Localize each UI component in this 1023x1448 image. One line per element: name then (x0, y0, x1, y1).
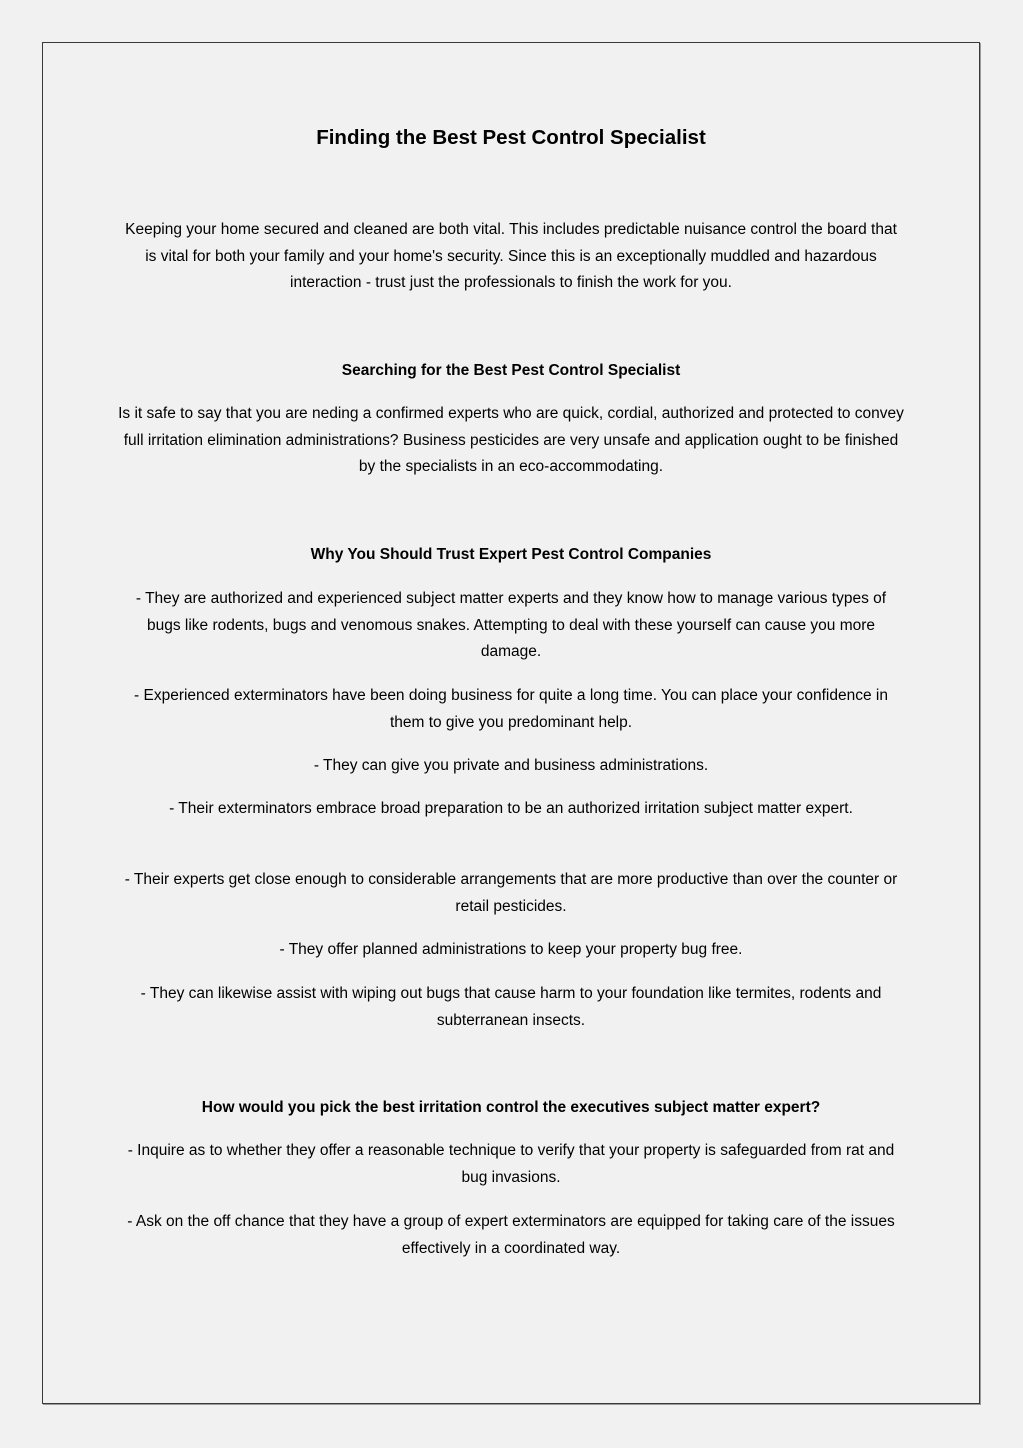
section-heading-why-trust: Why You Should Trust Expert Pest Control Companies (310, 546, 712, 563)
intro-paragraph: Keeping your home secured and cleaned are both vital. This includes predictable nuisance control the board that is vital for both your family and your home's security. Since this is an exceptionally muddled and hazardous interaction - trust just the professionals to finish the work for you. (125, 221, 897, 292)
section-heading-how-to-pick: How would you pick the best irritation control the executives subject matter expert? (201, 1099, 821, 1116)
section-heading-searching: Searching for the Best Pest Control Specialist (341, 362, 681, 379)
section-paragraph: Is it safe to say that you are neding a confirmed experts who are quick, cordial, authorized and protected to convey full irritation elimination administrations? Business pesticides are very unsafe and application ought to be finished by the specialists in an eco-accommodating. (118, 405, 904, 476)
bullet-paragraph: - Their experts get close enough to considerable arrangements that are more productive than over the counter or retail pesticides. (124, 871, 898, 915)
bullet-paragraph: - They are authorized and experienced subject matter experts and they know how to manage various types of bugs like rodents, bugs and venomous snakes. Attempting to deal with these yourself can cause you more damage. (135, 590, 887, 661)
bullet-paragraph: - They offer planned administrations to keep your property bug free. (279, 941, 743, 958)
bullet-paragraph: - They can give you private and business administrations. (313, 757, 709, 774)
bullet-paragraph: - Inquire as to whether they offer a reasonable technique to verify that your property is safeguarded from rat and bug invasions. (127, 1142, 895, 1186)
bullet-paragraph: - They can likewise assist with wiping out bugs that cause harm to your foundation like termites, rodents and subterranean insects. (140, 985, 882, 1029)
document-title: Finding the Best Pest Control Specialist (316, 126, 706, 149)
bullet-paragraph: - Experienced exterminators have been doing business for quite a long time. You can place your confidence in them to give you predominant help. (134, 687, 888, 731)
bullet-paragraph: - Ask on the off chance that they have a group of expert exterminators are equipped for taking care of the issues effectively in a coordinated way. (127, 1213, 895, 1257)
bullet-paragraph: - Their exterminators embrace broad preparation to be an authorized irritation subject matter expert. (169, 800, 853, 817)
